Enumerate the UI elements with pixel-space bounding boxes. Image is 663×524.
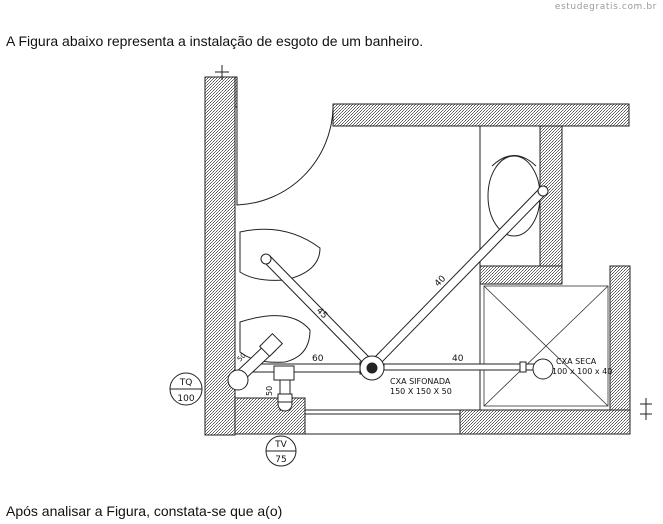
wall-right-lower bbox=[610, 266, 630, 434]
wall-shower-top bbox=[480, 266, 562, 284]
section-mark-right bbox=[640, 398, 652, 420]
label-diag-right: 40 bbox=[433, 273, 449, 290]
label-vertical-down: 50 bbox=[265, 385, 274, 396]
caixa-seca bbox=[533, 359, 553, 379]
sifonada-label-name: CXA SIFONADA bbox=[390, 377, 451, 386]
wall-top bbox=[333, 104, 629, 126]
seca-label-name: CXA SECA bbox=[556, 357, 597, 366]
caixa-sifonada bbox=[360, 356, 384, 380]
wall-left-cap bbox=[235, 77, 237, 107]
label-short-branch: 50 bbox=[235, 351, 248, 364]
tv-label-bottom: 75 bbox=[275, 455, 287, 465]
sifonada-label-dims: 150 X 150 X 50 bbox=[390, 387, 452, 396]
pipe-horiz-right bbox=[384, 364, 534, 370]
wall-bottom-left bbox=[235, 398, 305, 434]
wall-bottom-right bbox=[460, 410, 630, 434]
label-horiz-right: 40 bbox=[452, 354, 464, 364]
seca-label-dims: 100 x 100 x 40 bbox=[552, 367, 613, 376]
pipe-horiz-left bbox=[250, 364, 362, 372]
label-diag-left: 45 bbox=[313, 306, 330, 322]
question-statement: A Figura abaixo representa a instalação de esgoto de um banheiro. bbox=[6, 33, 424, 49]
site-watermark: estudegratis.com.br bbox=[554, 2, 657, 12]
label-horiz-left: 60 bbox=[312, 354, 324, 364]
tq-label-top: TQ bbox=[179, 378, 193, 388]
tq-label-bottom: 100 bbox=[177, 394, 195, 404]
door-threshold bbox=[305, 410, 460, 434]
tv-label-top: TV bbox=[275, 440, 287, 450]
shower-floor bbox=[484, 286, 608, 406]
fittings bbox=[228, 186, 548, 411]
question-prompt: Após analisar a Figura, constata-se que a(o) bbox=[6, 503, 283, 519]
door-swing bbox=[237, 107, 333, 205]
